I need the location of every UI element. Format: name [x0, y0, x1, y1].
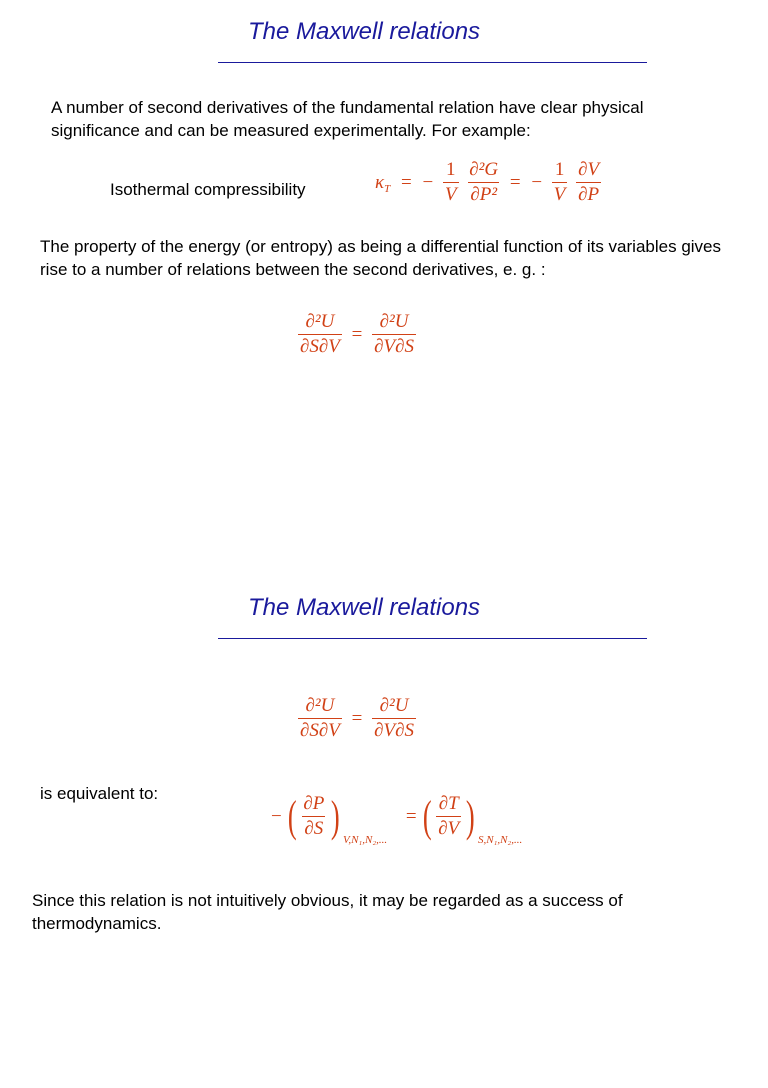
- equals-sign: =: [509, 171, 521, 193]
- equals-sign: =: [351, 323, 363, 345]
- fraction-d2u-dvds: $\frac{\text{∂²U}}{\partial V\partial S}$: [374, 311, 414, 357]
- fraction-dp-ds: $\frac{\partial P}{\partial S}$: [303, 793, 325, 839]
- fraction-1-over-v: $\frac{1}{V}$: [444, 159, 457, 205]
- fraction-dv-dp: $\frac{\partial V}{\partial P}$: [578, 159, 600, 205]
- fraction-1-over-v: $\frac{1}{V}$: [553, 159, 566, 205]
- fraction-dt-dv: $\frac{\partial T}{\partial V}$: [438, 793, 460, 839]
- conclusion-paragraph: Since this relation is not intuitively obvious, it may be regarded as a success of thermodynamics.: [32, 891, 623, 933]
- left-paren: (: [422, 791, 432, 841]
- left-paren: (: [287, 791, 297, 841]
- title-underline: [218, 62, 647, 63]
- fraction-d2u-dsdv: $\frac{\text{∂²U}}{\partial S\partial V}$: [300, 695, 340, 741]
- equals-sign: =: [351, 707, 363, 729]
- fraction-d2u-dsdv: $\frac{\text{∂²U}}{\partial S\partial V}$: [300, 311, 340, 357]
- kappa-symbol: $\kappa_T$: [375, 171, 391, 195]
- minus-sign: −: [271, 805, 282, 827]
- slide-1: [0, 0, 768, 512]
- equivalent-label: is equivalent to:: [40, 784, 159, 803]
- intro-paragraph: A number of second derivatives of the fundamental relation have clear physical significance and can be measured experimentally. For example:: [51, 98, 644, 140]
- fraction-d2g-dp2: $\frac{\text{∂²G}}{\text{∂P²}}$: [469, 159, 499, 205]
- equals-sign: =: [401, 171, 412, 193]
- slide-2-title: The Maxwell relations: [247, 594, 481, 621]
- maxwell-relation-equation: [268, 791, 523, 846]
- title-underline: [218, 638, 647, 639]
- right-paren: ): [466, 791, 476, 841]
- right-paren: ): [331, 791, 341, 841]
- compressibility-equation: [372, 160, 603, 205]
- subscript-s-n1-n2: S,N₁,N₂,...: [477, 833, 523, 846]
- minus-sign: −: [422, 171, 434, 193]
- equals-sign: =: [405, 805, 417, 827]
- example-label: Isothermal compressibility: [110, 180, 306, 199]
- slide-1-title: The Maxwell relations: [247, 18, 481, 45]
- mixed-derivative-equation: [296, 312, 418, 357]
- fraction-d2u-dvds: $\frac{\text{∂²U}}{\partial V\partial S}$: [374, 695, 414, 741]
- slide-2: [0, 576, 768, 1088]
- minus-sign: −: [531, 171, 543, 193]
- property-paragraph: The property of the energy (or entropy) as being a differential function of its variables gives rise to a number of relations between the second derivatives, e. g. :: [40, 237, 722, 279]
- subscript-v-n1-n2: V,N₁,N₂,...: [343, 833, 388, 846]
- mixed-derivative-equation: [296, 696, 418, 741]
